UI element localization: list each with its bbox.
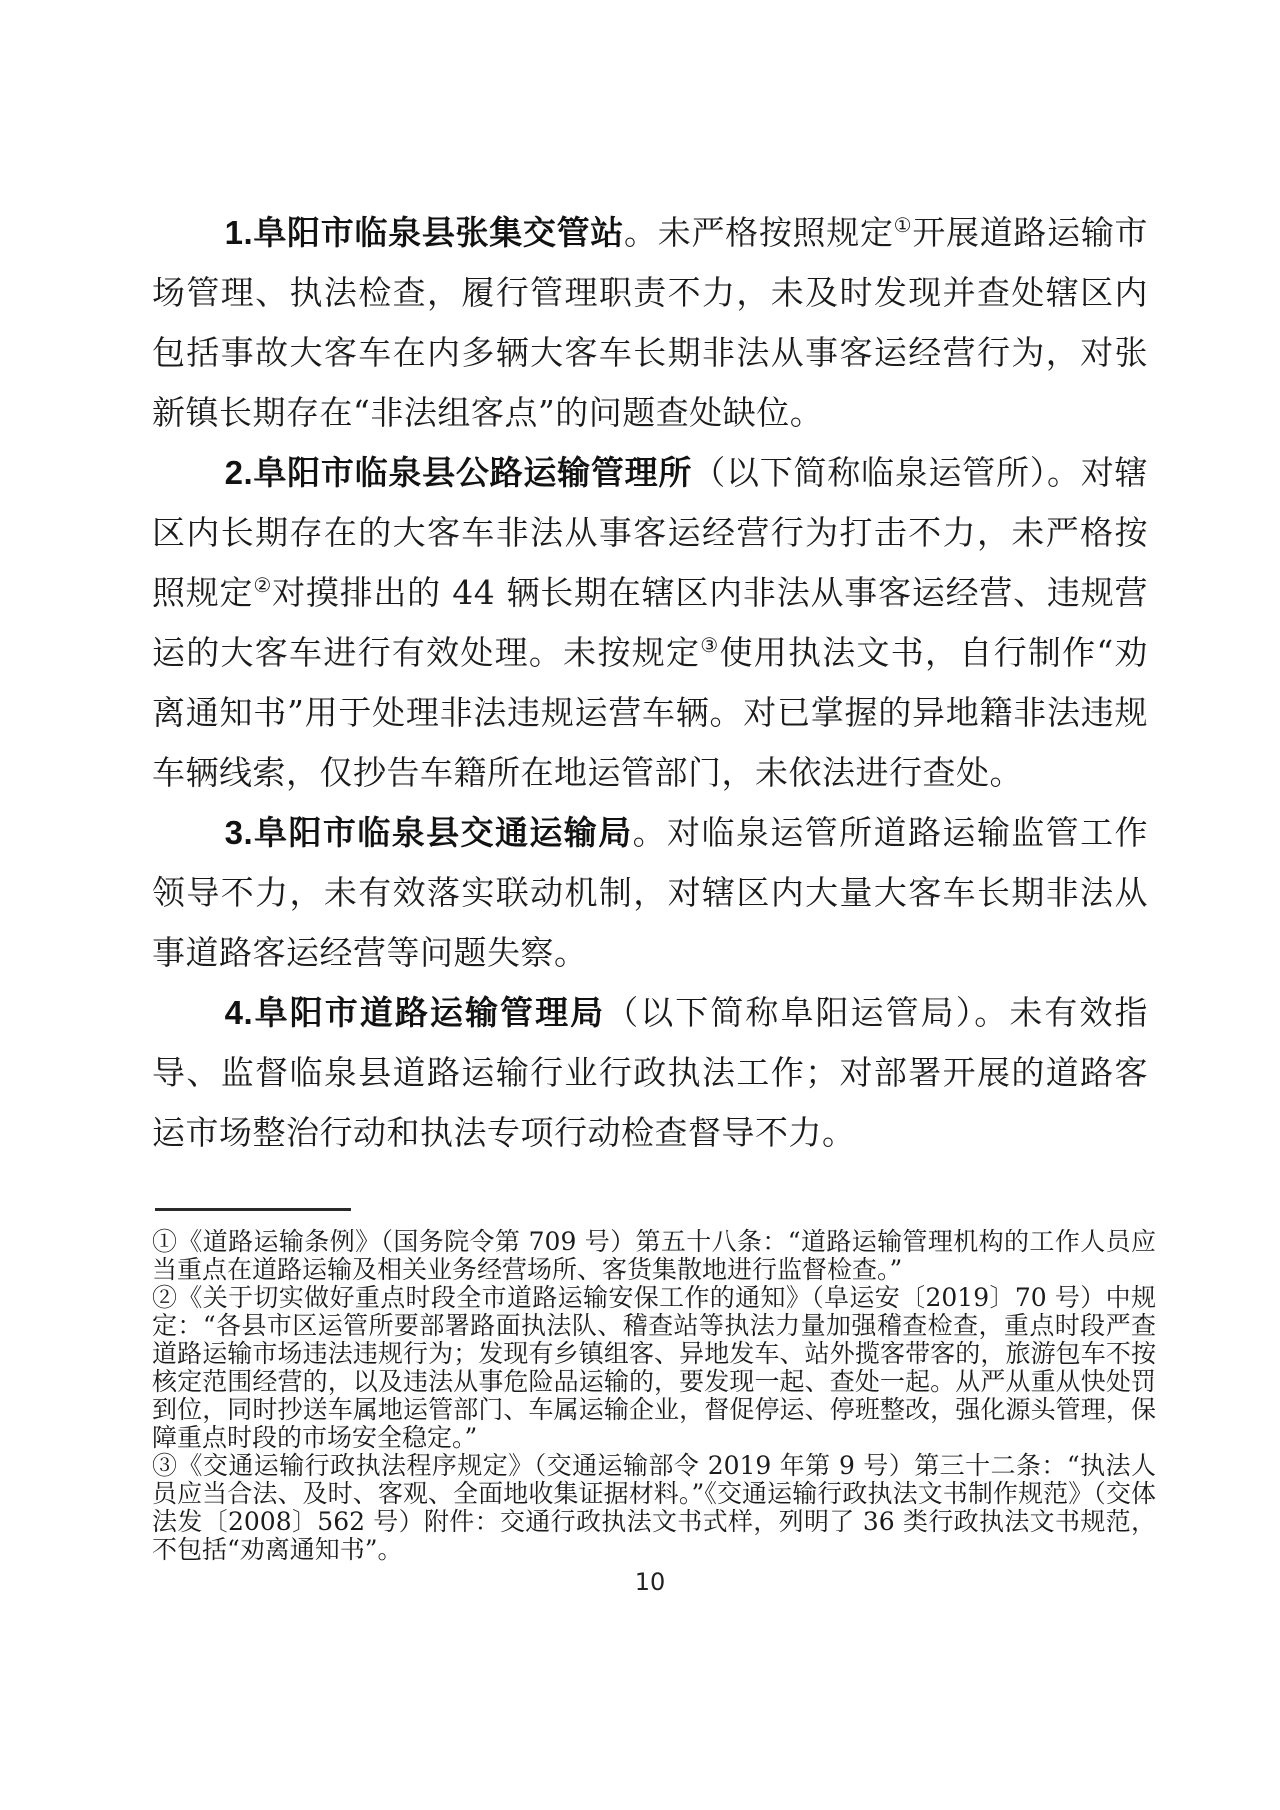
footnote-item: ①《道路运输条例》（国务院令第 709 号）第五十八条：“道路运输管理机构的工作人员应当重点在道路运输及相关业务经营场所、客货集散地进行监督检查。” [152, 1227, 1156, 1284]
footnote-item: ②《关于切实做好重点时段全市道路运输安保工作的通知》（阜运安〔2019〕70 号）中规定：“各县市区运管所要部署路面执法队、稽查站等执法力量加强稽查检查，重点时段严查道路运输市场违法违规行为；发现有乡镇组客、异地发车、站外揽客带客的，旅游包车不按核定范围经营的，以及违法从事危险品运输的，要发现一起、查处一起。从严从重从快处罚到位，同时抄送车属地运管部门、车属运输企业，督促停运、停班整改，强化源头管理，保障重点时段的市场安全稳定。” [152, 1283, 1156, 1452]
main-text-block [152, 203, 1148, 1163]
footnote-separator [155, 1208, 351, 1211]
footnote-ref: ③ [700, 633, 720, 657]
paragraph-text: 。对临泉运管所道路运输监管工作领导不力，未有效落实联动机制，对辖区内大量大客车长期非法从事道路客运经营等问题失察。 [152, 813, 1148, 972]
footnote-item: ③《交通运输行政执法程序规定》（交通运输部令 2019 年第 9 号）第三十二条：“执法人员应当合法、及时、客观、全面地收集证据材料。”《交通运输行政执法文书制作规范》（交体法发〔2008〕562 号）附件：交通行政执法文书式样，列明了 36 类行政执法文书规范，不包括“劝离通知书”。 [152, 1451, 1156, 1564]
paragraph [152, 983, 1148, 1163]
paragraph-title: 3.阜阳市临泉县交通运输局 [224, 814, 633, 851]
paragraph-title: 2.阜阳市临泉县公路运输管理所 [224, 454, 693, 491]
footnote-list [152, 1228, 1156, 1564]
paragraph [152, 803, 1148, 983]
paragraph-list [152, 203, 1148, 1163]
paragraph-text: （以下简称阜阳运管局）。未有效指导、监督临泉县道路运输行业行政执法工作；对部署开展的道路客运市场整治行动和执法专项行动检查督导不力。 [152, 993, 1148, 1152]
paragraph-text: 使用执法文书，自行制作“劝离通知书”用于处理非法违规运营车辆。对已掌握的异地籍非法违规车辆线索，仅抄告车籍所在地运管部门，未依法进行查处。 [152, 633, 1149, 792]
paragraph-text: 开展道路运输市场管理、执法检查，履行管理职责不力，未及时发现并查处辖区内包括事故大客车在内多辆大客车长期非法从事客运经营行为，对张新镇长期存在“非法组客点”的问题查处缺位。 [152, 213, 1149, 432]
paragraph-title: 1.阜阳市临泉县张集交管站 [224, 214, 625, 251]
paragraph [152, 203, 1148, 443]
footnote-ref: ① [893, 213, 913, 237]
paragraph-text: 。未严格按照规定 [624, 213, 894, 252]
page-number: 10 [634, 1568, 666, 1596]
paragraph-text: （以下简称临泉运管所）。对辖区内长期存在的大客车非法从事客运经营行为打击不力，未严格按照规定 [152, 453, 1148, 612]
paragraph [152, 443, 1148, 803]
footnote-ref: ② [253, 573, 273, 597]
paragraph-title: 4.阜阳市道路运输管理局 [224, 994, 606, 1031]
paragraph-text: 对摸排出的 44 辆长期在辖区内非法从事客运经营、违规营运的大客车进行有效处理。未按规定 [152, 573, 1148, 672]
